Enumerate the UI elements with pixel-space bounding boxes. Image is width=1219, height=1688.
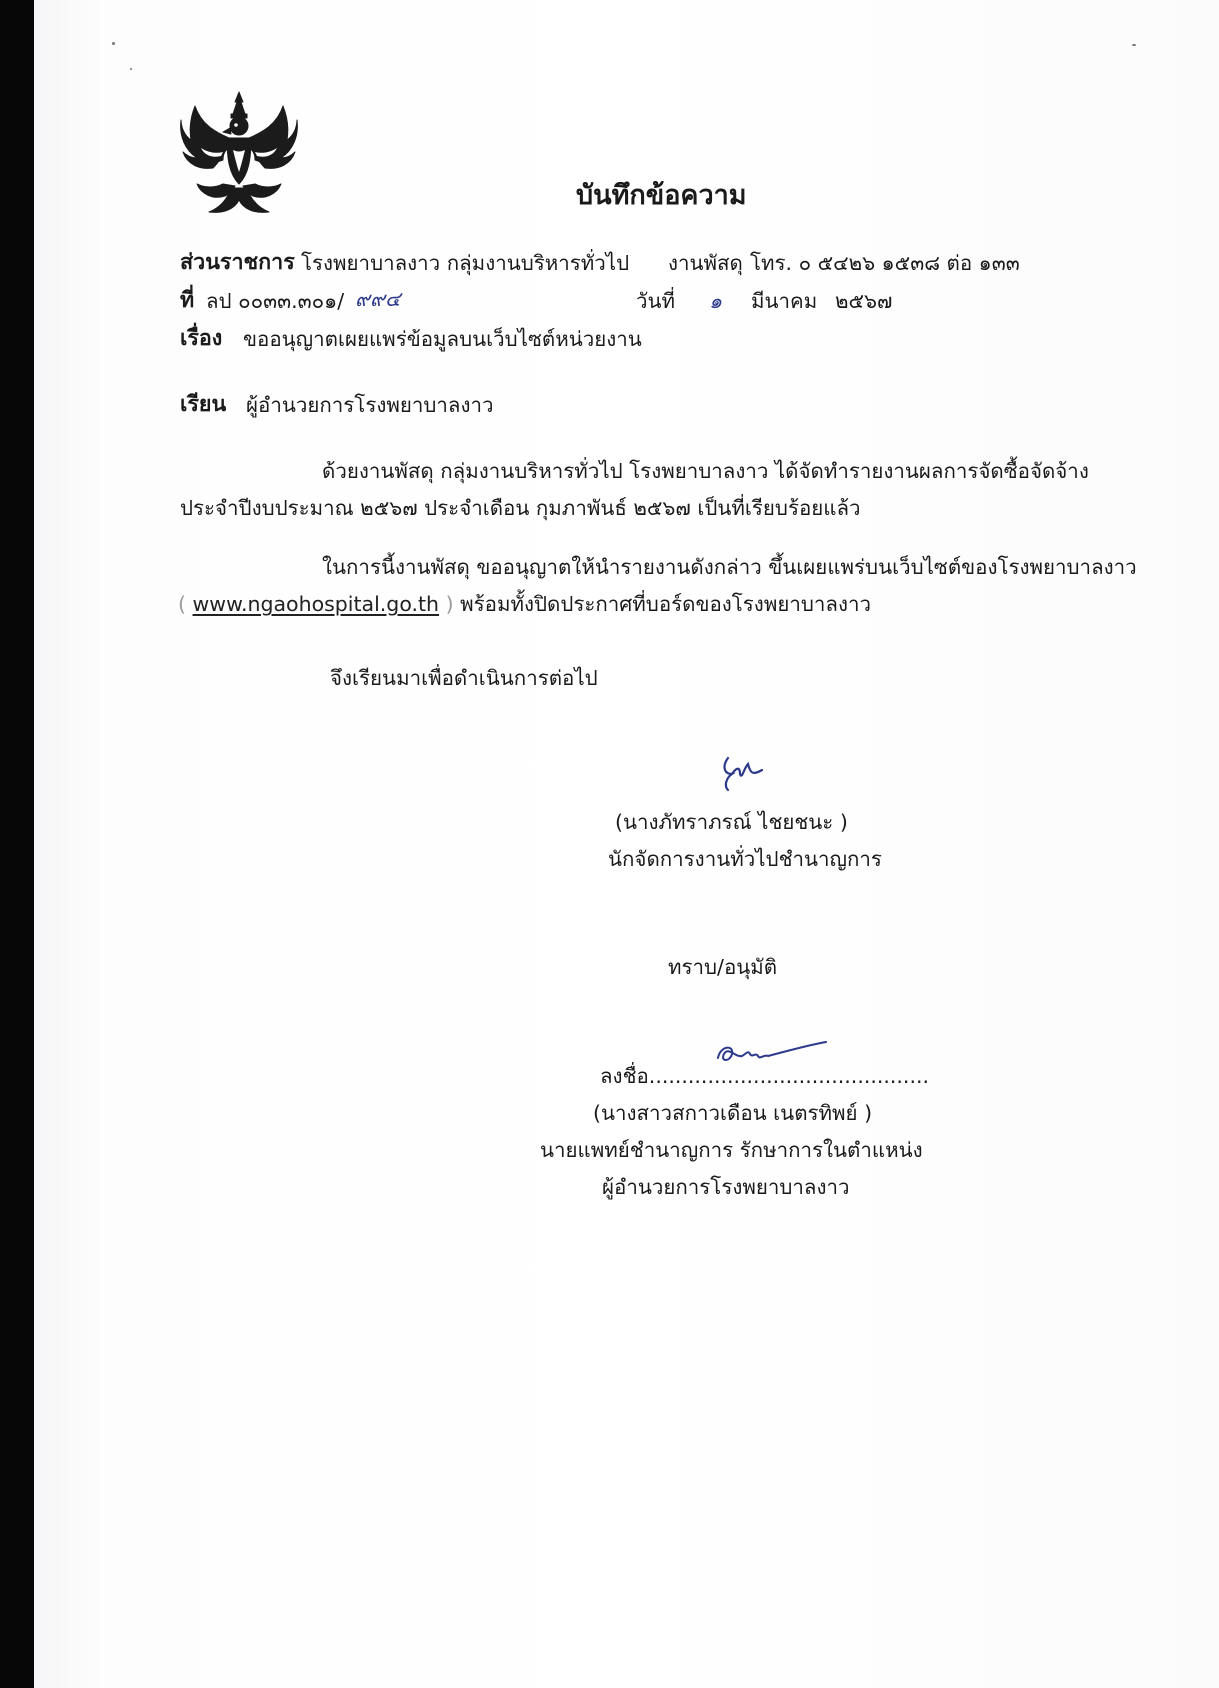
body-p1-line2: ประจำปีงบประมาณ ๒๕๖๗ ประจำเดือน กุมภาพันธ์ ๒๕๖๗ เป็นที่เรียบร้อยแล้ว [180,496,861,520]
to-label: เรียน [180,392,227,417]
body-p2-rest: พร้อมทั้งปิดประกาศที่บอร์ดของโรงพยาบาลงาว [460,592,871,616]
phone-number: โทร. ๐ ๕๔๒๖ ๑๕๓๘ ต่อ ๑๓๓ [750,251,1020,275]
date-month: มีนาคม [751,289,818,313]
ref-value: ลป ๐๐๓๓.๓๐๑/ [206,289,345,313]
approver-name: (นางสาวสกาวเดือน เนตรทิพย์ ) [593,1101,873,1125]
agency-value: โรงพยาบาลงาว กลุ่มงานบริหารทั่วไป [301,251,630,275]
sign-line: ลงชื่อ........................................... [600,1064,930,1088]
open-paren: ( [178,592,186,616]
date-label: วันที่ [636,289,676,313]
memo-title: บันทึกข้อความ [576,180,747,211]
body-p2-line1: ในการนี้งานพัสดุ ขออนุญาตให้นำรายงานดังกล่าว ขึ้นเผยแพร่บนเว็บไซต์ของโรงพยาบาลงาว [322,555,1137,579]
approval-text: ทราบ/อนุมัติ [668,955,778,979]
signature-1 [718,752,770,794]
ref-number-handwritten: ๙๙๔ [355,287,401,311]
scan-edge [0,0,34,1688]
date-year: ๒๕๖๗ [835,289,893,313]
garuda-emblem-icon [178,88,300,216]
date-day-handwritten: ๑ [709,289,723,313]
approver-position-1: นายแพทย์ชำนาญการ รักษาการในตำแหน่ง [540,1138,923,1162]
close-paren: ) [445,592,454,616]
to-value: ผู้อำนวยการโรงพยาบาลงาว [246,393,494,417]
ref-label: ที่ [180,288,195,313]
speck [1132,44,1136,46]
subject-value: ขออนุญาตเผยแพร่ข้อมูลบนเว็บไซต์หน่วยงาน [243,327,642,351]
closing-text: จึงเรียนมาเพื่อดำเนินการต่อไป [330,666,598,690]
website-link[interactable]: www.ngaohospital.go.th [192,592,440,616]
section-name: งานพัสดุ [668,251,743,275]
agency-label: ส่วนราชการ [180,250,295,275]
body-p1-line1: ด้วยงานพัสดุ กลุ่มงานบริหารทั่วไป โรงพยาบาลงาว ได้จัดทำรายงานผลการจัดซื้อจัดจ้าง [322,459,1089,483]
signer1-name: (นางภัทราภรณ์ ไชยชนะ ) [615,810,848,834]
approver-position-2: ผู้อำนวยการโรงพยาบาลงาว [602,1175,850,1199]
signer1-position: นักจัดการงานทั่วไปชำนาญการ [608,847,882,871]
speck [112,42,115,45]
subject-label: เรื่อง [180,326,223,351]
speck [130,68,132,70]
body-p2-line2 [178,592,871,617]
